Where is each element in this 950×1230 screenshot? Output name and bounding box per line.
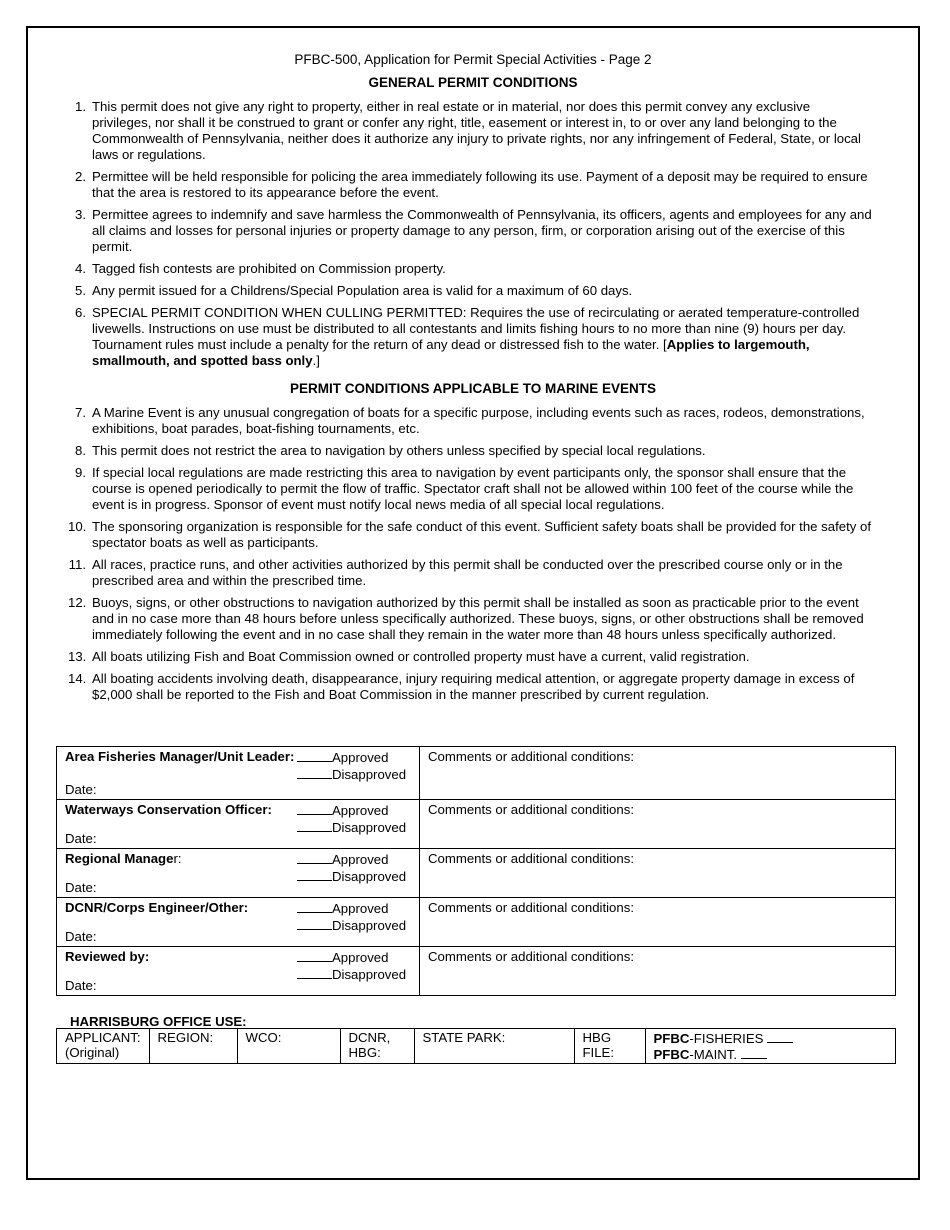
condition-text: All boating accidents involving death, disappearance, injury requiring medical attention, or aggregate property damage in excess of $2,000 shall be reported to the Fish and Boat Commission in the manner prescribed by current regulation. [92,671,855,702]
approved-blank[interactable] [297,749,332,762]
condition-number: 9. [75,465,86,480]
condition-number: 4. [75,261,86,276]
condition-text: Any permit issued for a Childrens/Special Population area is valid for a maximum of 60 days. [92,283,633,298]
approved-label: Approved [332,901,389,916]
disapproved-blank[interactable] [297,819,332,832]
condition-number: 10. [68,519,87,534]
maint-blank[interactable] [741,1046,767,1059]
general-conditions-list [72,99,872,375]
approver-role-tail: r: [173,851,182,866]
wco-label: WCO: [245,1030,282,1045]
applicant-label: APPLICANT: [65,1030,141,1045]
condition-text: All boats utilizing Fish and Boat Commission owned or controlled property must have a current, valid registration. [92,649,750,664]
condition-bold-text: Applies to largemouth, smallmouth, and spotted bass only [92,337,810,368]
condition-tail-text: .] [312,353,320,368]
disapproved-blank[interactable] [297,766,332,779]
date-field[interactable] [65,831,97,846]
approver-role-label [65,949,149,964]
approval-role-cell [57,747,420,800]
approval-choices [297,851,406,885]
date-field[interactable] [65,782,97,797]
condition-number: 7. [75,405,86,420]
condition-text: The sponsoring organization is responsible for the safe conduct of this event. Sufficient safety boats shall be provided for the safety of spectator boats as well as participants. [92,519,872,550]
approval-role-cell [57,800,420,849]
condition-item [68,595,872,643]
condition-text: All races, practice runs, and other activities authorized by this permit shall be conducted over the prescribed course only or in the prescribed area and within the prescribed time. [92,557,843,588]
approved-option[interactable] [297,949,406,966]
applicant-cell[interactable] [57,1029,150,1064]
approved-option[interactable] [297,851,406,868]
pfbc-label: PFBC [653,1047,690,1062]
condition-number: 6. [75,305,86,320]
approver-role-label [65,749,294,764]
dcnr-cell[interactable] [340,1029,414,1064]
approved-blank[interactable] [297,900,332,913]
hbg-file-label: HBG FILE: [582,1030,615,1060]
region-label: REGION: [157,1030,214,1045]
approval-choices [297,749,406,783]
approval-choices [297,802,406,836]
disapproved-option[interactable] [297,868,406,885]
condition-number: 12. [68,595,87,610]
marine-conditions-list [68,405,872,709]
approved-option[interactable] [297,900,406,917]
approval-row [57,898,896,947]
approval-row [57,800,896,849]
condition-number: 14. [68,671,87,686]
condition-number: 11. [68,557,86,572]
disapproved-option[interactable] [297,917,406,934]
condition-item [68,519,872,551]
pfbc-label: PFBC [653,1031,690,1046]
date-label: Date: [65,782,97,797]
approval-choices [297,949,406,983]
condition-item [68,557,872,589]
approved-option[interactable] [297,749,406,766]
comments-cell[interactable] [420,849,896,898]
disapproved-blank[interactable] [297,966,332,979]
date-label: Date: [65,978,97,993]
approver-role-text: Area Fisheries Manager/Unit Leader: [65,749,295,764]
region-cell[interactable] [149,1029,237,1064]
approved-label: Approved [332,750,389,765]
disapproved-label: Disapproved [332,918,407,933]
office-use-table [56,1028,896,1064]
comments-label: Comments or additional conditions: [428,851,634,866]
approval-row [57,849,896,898]
approved-label: Approved [332,803,389,818]
date-label: Date: [65,831,97,846]
state-park-label: STATE PARK: [422,1030,506,1045]
approver-role-label [65,802,272,817]
date-field[interactable] [65,929,97,944]
condition-item [72,99,872,163]
approver-role-text: Waterways Conservation Officer: [65,802,272,817]
condition-text: If special local regulations are made restricting this area to navigation by event participants only, the sponsor shall ensure that the course is opened periodically to permit the flow of traffic. Spectator craft shall not be allowed within 100 feet of the course while the event is in progress. Sponsor of event must notify local news media of all special local regulations. [92,465,854,512]
condition-text: Tagged fish contests are prohibited on Commission property. [92,261,446,276]
fisheries-label: -FISHERIES [689,1031,764,1046]
comments-cell[interactable] [420,898,896,947]
condition-item [72,443,872,459]
condition-item [72,261,872,277]
condition-item [72,405,872,437]
approved-blank[interactable] [297,851,332,864]
disapproved-label: Disapproved [332,820,407,835]
condition-item [72,207,872,255]
approver-role-label [65,851,182,866]
approval-choices [297,900,406,934]
disapproved-blank[interactable] [297,917,332,930]
comments-label: Comments or additional conditions: [428,949,634,964]
comments-cell[interactable] [420,747,896,800]
disapproved-blank[interactable] [297,868,332,881]
pfbc-cell [645,1029,896,1064]
condition-number: 3. [75,207,86,222]
comments-label: Comments or additional conditions: [428,900,634,915]
marine-conditions-title: PERMIT CONDITIONS APPLICABLE TO MARINE EVENTS [289,381,657,396]
condition-item [72,305,872,369]
approval-row [57,747,896,800]
approver-role-label [65,900,248,915]
comments-label: Comments or additional conditions: [428,802,634,817]
approver-role-text: DCNR/Corps Engineer/Other: [65,900,249,915]
condition-text: Permittee agrees to indemnify and save harmless the Commonwealth of Pennsylvania, its officers, agents and employees for any and all claims and losses for personal injuries or property damage to any person, firm, or corporation arising out of the exercise of this permit. [92,207,872,254]
pfbc-maint-row[interactable] [654,1046,888,1062]
condition-item [72,283,872,299]
approval-role-cell [57,898,420,947]
disapproved-label: Disapproved [332,967,407,982]
condition-number: 8. [75,443,86,458]
applicant-sub-label: (Original) [65,1045,120,1060]
condition-text: This permit does not restrict the area to navigation by others unless specified by special local regulations. [92,443,706,458]
condition-item [68,649,872,665]
form-page [26,26,920,1180]
condition-number: 13. [68,649,87,664]
harrisburg-office-title: HARRISBURG OFFICE USE: [70,1014,247,1029]
approval-role-cell [57,947,420,996]
dcnr-label: DCNR, HBG: [348,1030,391,1060]
approved-blank[interactable] [297,802,332,815]
date-field[interactable] [65,880,97,895]
approval-table [56,746,896,996]
approval-row [57,947,896,996]
approval-role-cell [57,849,420,898]
hbg-file-cell[interactable] [574,1029,645,1064]
wco-cell[interactable] [237,1029,340,1064]
comments-cell[interactable] [420,800,896,849]
condition-number: 2. [75,169,86,184]
maint-label: -MAINT. [689,1047,738,1062]
condition-text: Permittee will be held responsible for policing the area immediately following its use. Payment of a deposit may be required to ensure that the area is restored to its appearance before the event. [92,169,868,200]
date-field[interactable] [65,978,97,993]
condition-item [68,671,872,703]
condition-text: Buoys, signs, or other obstructions to navigation authorized by this permit shall be installed as soon as practicable prior to the event and in no case more than 48 hours before unless specifically authorized. These buoys, signs, or other obstructions shall be removed immediately following the event and in no case shall they remain in the water more than 48 hours unless specifically authorized. [92,595,864,642]
disapproved-option[interactable] [297,766,406,783]
general-conditions-title: GENERAL PERMIT CONDITIONS [368,75,578,90]
approved-label: Approved [332,852,389,867]
comments-label: Comments or additional conditions: [428,749,634,764]
disapproved-label: Disapproved [332,767,407,782]
condition-text: SPECIAL PERMIT CONDITION WHEN CULLING PERMITTED: Requires the use of recirculating or aerated temperature-controlled livewells. Instructions on use must be distributed to all contestants and limits fishing hours to no more than nine (9) hours per day. Tournament rules must include a penalty for the return of any dead or distressed fish to the water. [ [92,305,860,352]
condition-number: 1. [75,99,86,114]
approver-role-text: Reviewed by: [65,949,150,964]
form-title: PFBC-500, Application for Permit Special Activities - Page 2 [294,52,652,67]
approver-role-text: Regional Manage [65,851,174,866]
condition-text: A Marine Event is any unusual congregation of boats for a specific purpose, including events such as races, rodeos, demonstrations, exhibitions, boat parades, boat-fishing tournaments, etc. [92,405,865,436]
condition-item [72,465,872,513]
date-label: Date: [65,929,97,944]
approved-blank[interactable] [297,949,332,962]
approved-option[interactable] [297,802,406,819]
disapproved-option[interactable] [297,966,406,983]
fisheries-blank[interactable] [767,1030,793,1043]
disapproved-label: Disapproved [332,869,407,884]
date-label: Date: [65,880,97,895]
state-park-cell[interactable] [414,1029,574,1064]
condition-text: This permit does not give any right to property, either in real estate or in material, nor does this permit convey any exclusive privileges, nor shall it be construed to grant or confer any right, title, easement or interest in, to or over any land belonging to the Commonwealth of Pennsylvania, neither does it authorize any injury to private rights, nor any infringement of Federal, State, or local laws or regulations. [92,99,861,162]
pfbc-fisheries-row[interactable] [654,1030,888,1046]
approved-label: Approved [332,950,389,965]
comments-cell[interactable] [420,947,896,996]
condition-number: 5. [75,283,86,298]
condition-item [72,169,872,201]
disapproved-option[interactable] [297,819,406,836]
